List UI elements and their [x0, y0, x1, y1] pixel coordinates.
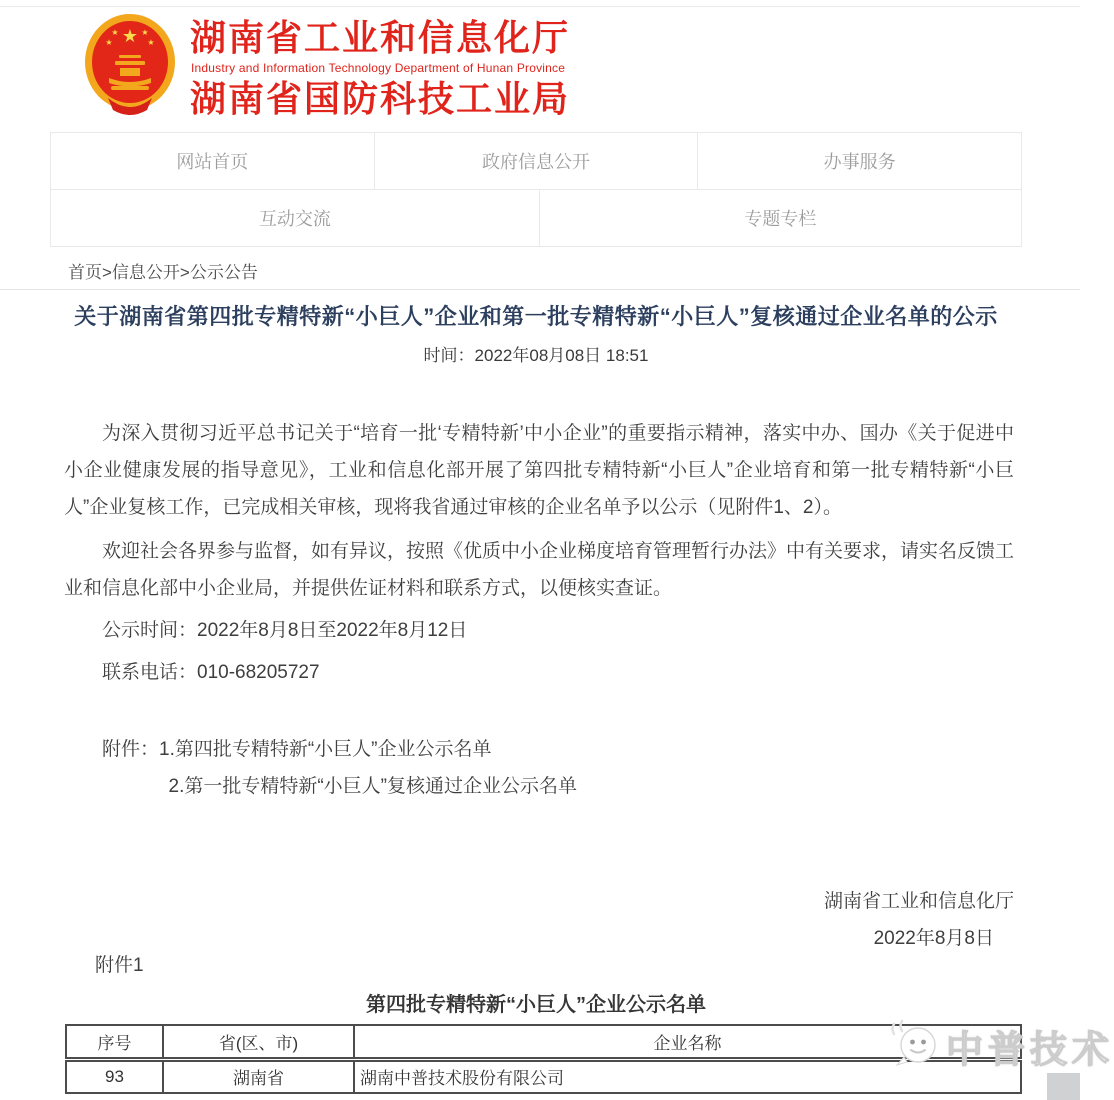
nav-item-special-topics[interactable]: 专题专栏	[539, 189, 1022, 247]
table-row	[66, 1059, 1021, 1093]
main-nav-row-1	[50, 132, 1022, 190]
header-org-names	[190, 18, 570, 118]
attachment1-table-title: 第四批专精特新“小巨人”企业公示名单	[366, 994, 706, 1016]
nav-item-interaction[interactable]: 互动交流	[50, 189, 540, 247]
attachment-link-2[interactable]: 2.第一批专精特新“小巨人”复核通过企业公示名单	[168, 776, 578, 797]
publish-time: 时间：2022年08月08日 18:51	[423, 346, 649, 365]
svg-text:★: ★	[141, 28, 149, 37]
top-divider	[0, 6, 1080, 7]
svg-text:★: ★	[105, 38, 113, 47]
svg-text:★: ★	[111, 28, 119, 37]
watermark-text: 中普技术	[946, 1028, 1114, 1070]
nav-item-home[interactable]: 网站首页	[50, 132, 375, 190]
signature-organization: 湖南省工业和信息化厅	[823, 891, 1014, 912]
svg-text:★: ★	[147, 38, 155, 47]
breadcrumb[interactable]: 首页>信息公开>公示公告	[68, 263, 258, 282]
page-title: 关于湖南省第四批专精特新“小巨人”企业和第一批专精特新“小巨人”复核通过企业名单的公示	[74, 304, 998, 329]
paragraph-2: 欢迎社会各界参与监督，如有异议，按照《优质中小企业梯度培育管理暂行办法》中有关要求，请实名反馈工业和信息化部中小企业局，并提供佐证材料和联系方式，以便核实查证。	[64, 541, 1015, 599]
contact-phone: 联系电话：010-68205727	[102, 662, 320, 683]
svg-text:★: ★	[121, 26, 139, 46]
table-header-row	[66, 1025, 1021, 1059]
national-emblem-icon	[78, 12, 182, 118]
org-name-secondary: 湖南省国防科技工业局	[190, 77, 571, 119]
main-nav-row-2	[50, 189, 1022, 247]
attachment-link-1[interactable]: 附件：1.第四批专精特新“小巨人”企业公示名单	[102, 739, 492, 760]
article-body	[64, 415, 1014, 957]
corner-widget	[1047, 1073, 1080, 1100]
breadcrumb-divider	[0, 289, 1080, 290]
header-cell-province: 省(区、市)	[163, 1025, 354, 1059]
company-list-table	[65, 1024, 1022, 1094]
cell-company: 湖南中普技术股份有限公司	[354, 1059, 1021, 1093]
cell-index: 93	[66, 1059, 163, 1093]
site-header	[50, 8, 1022, 130]
paragraph-1: 为深入贯彻习近平总书记关于“培育一批‘专精特新’中小企业”的重要指示精神，落实中办、国办《关于促进中小企业健康发展的指导意见》，工业和信息化部开展了第四批专精特新“小巨人”企业培育和第一批专精特新“小巨人”企业复核工作，已完成相关审核，现将我省通过审核的企业名单予以公示（见附件1、2）。	[64, 423, 1014, 518]
publicity-period: 公示时间：2022年8月8日至2022年8月12日	[102, 620, 468, 641]
org-name-english: Industry and Information Technology Department of Hunan Province	[191, 60, 566, 75]
nav-item-services[interactable]: 办事服务	[697, 132, 1022, 190]
header-cell-index: 序号	[66, 1025, 163, 1059]
header-cell-company: 企业名称	[354, 1025, 1021, 1059]
signature-date: 2022年8月8日	[873, 928, 994, 949]
org-name-primary: 湖南省工业和信息化厅	[190, 17, 571, 58]
attachment1-label: 附件1	[95, 955, 144, 976]
nav-item-gov-info[interactable]: 政府信息公开	[374, 132, 699, 190]
cell-province: 湖南省	[163, 1059, 354, 1093]
